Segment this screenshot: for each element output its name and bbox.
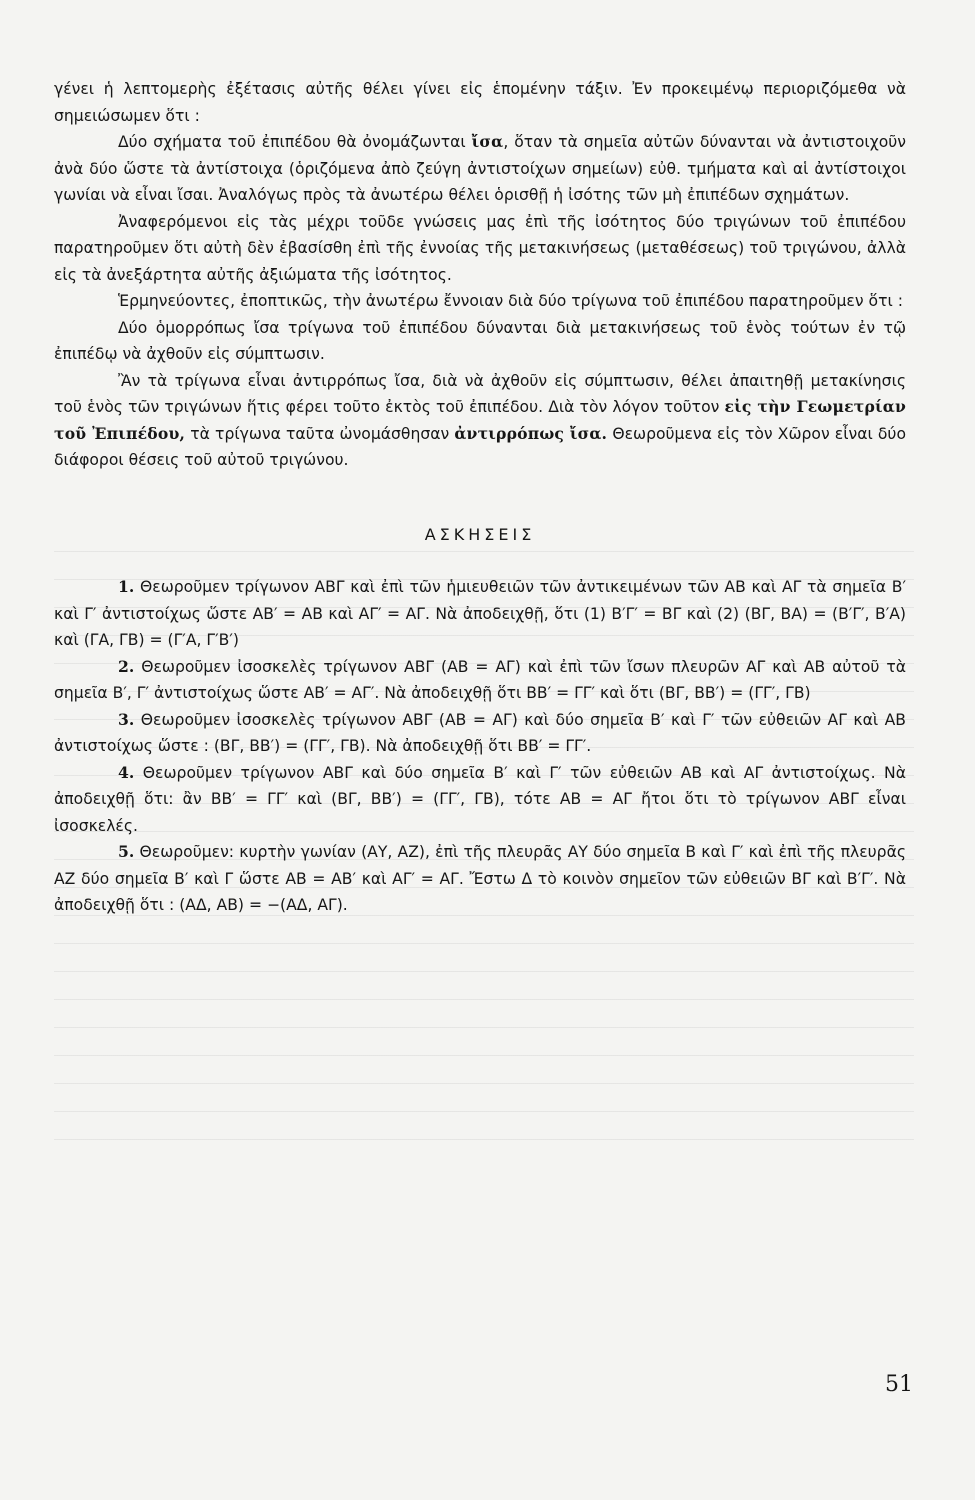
exercise-2 xyxy=(54,654,906,707)
term-isa: ἴσα xyxy=(471,132,504,151)
paragraph-6-mid: τὰ τρίγωνα ταῦτα ὠνομάσθησαν xyxy=(190,424,450,443)
exercise-4 xyxy=(54,760,906,840)
definition-rest: , ὅταν τὰ σημεῖα αὐτῶν δύνανται νὰ ἀντιστοιχοῦν ἀνὰ δύο ὥστε τὰ ἀντίστοιχα (ὁριζόμενα ἀπὸ ζεύγη ἀντιστοίχων σημείων) εὐθ. τμήματα καὶ αἱ ἀντίστοιχοι γωνίαι νὰ εἶναι ἴσαι. Ἀναλόγως πρὸς τὰ ἀνωτέρω θέλει ὁρισθῇ ἡ ἰσότης τῶν μὴ ἐπιπέδων σχημάτων. xyxy=(54,133,906,204)
exercise-5 xyxy=(54,839,906,919)
section-title: ΑΣΚΗΣΕΙΣ xyxy=(424,524,536,544)
exercise-text: Θεωροῦμεν τρίγωνον ΑΒΓ καὶ ἐπὶ τῶν ἡμιευθειῶν τῶν ἀντικειμένων τῶν ΑΒ καὶ ΑΓ τὰ σημεῖα Β′ καὶ Γ′ ἀντιστοίχως ὥστε ΑΒ′ = ΑΒ καὶ ΑΓ′ = ΑΓ. Νὰ ἀποδειχθῇ, ὅτι (1) Β′Γ′ = ΒΓ καὶ (2) (ΒΓ, ΒΑ) = (Β′Γ′, Β′Α) καὶ (ΓΑ, ΓΒ) = (Γ′Α, Γ′Β′) xyxy=(54,578,906,649)
exercise-number: 4. xyxy=(118,762,135,782)
exercise-3 xyxy=(54,707,906,760)
paragraph-1: γένει ἡ λεπτομερὴς ἐξέτασις αὐτῆς θέλει γίνει εἰς ἑπομένην τάξιν. Ἐν προκειμένῳ περιοριζόμεθα νὰ σημειώσωμεν ὅτι : xyxy=(54,80,906,125)
paragraph-3: Ἀναφερόμενοι εἰς τὰς μέχρι τοῦδε γνώσεις μας ἐπὶ τῆς ἰσότητος δύο τριγώνων τοῦ ἐπιπέδου παρατηροῦμεν ὅτι αὐτὴ δὲν ἐβασίσθη ἐπὶ τῆς ἐννοίας τῆς μετακινήσεως (μεταθέσεως) τοῦ τριγώνου, ἀλλὰ εἰς τὰ ἀνεξάρτητα αὐτῆς ἀξιώματα τῆς ἰσότητος. xyxy=(54,212,906,284)
definition-lead: Δύο σχήματα τοῦ ἐπιπέδου θὰ ὀνομάζωνται xyxy=(118,133,466,151)
paragraph-6 xyxy=(54,368,906,474)
paragraph-6-lead: Ἂν τὰ τρίγωνα εἶναι ἀντιρρόπως ἴσα, διὰ νὰ ἀχθοῦν εἰς σύμπτωσιν, θέλει ἀπαιτηθῇ μετακίνησις τοῦ ἑνὸς τῶν τριγώνων ἥτις φέρει τοῦτο ἐκτὸς τοῦ ἐπιπέδου. Διὰ τὸν λόγον τοῦτον xyxy=(54,371,906,416)
paragraph-5: Δύο ὁμορρόπως ἴσα τρίγωνα τοῦ ἐπιπέδου δύνανται διὰ μετακινήσεως τοῦ ἑνὸς τούτων ἐν τῷ ἐπιπέδῳ νὰ ἀχθοῦν εἰς σύμπτωσιν. xyxy=(54,318,906,363)
exercise-number: 5. xyxy=(118,842,135,861)
exercise-text: Θεωροῦμεν: κυρτὴν γωνίαν (ΑΥ, ΑΖ), ἐπὶ τῆς πλευρᾶς ΑΥ δύο σημεῖα Β καὶ Γ′ καὶ ἐπὶ τῆς πλευρᾶς ΑΖ δύο σημεῖα Β′ καὶ Γ ὥστε ΑΒ = ΑΒ′ καὶ ΑΓ′ = ΑΓ. Ἔστω Δ τὸ κοινὸν σημεῖον τῶν εὐθειῶν ΒΓ καὶ Β′Γ′. Νὰ ἀποδειχθῇ ὅτι : (ΑΔ, ΑΒ) = −(ΑΔ, ΑΓ). xyxy=(54,843,907,914)
exercise-text: Θεωροῦμεν ἰσοσκελὲς τρίγωνον ΑΒΓ (ΑΒ = ΑΓ) καὶ ἐπὶ τῶν ἴσων πλευρῶν ΑΓ καὶ ΑΒ αὐτοῦ τὰ σημεῖα Β′, Γ′ ἀντιστοίχως ὥστε ΑΒ′ = ΑΓ′. Νὰ ἀποδειχθῇ ὅτι ΒΒ′ = ΓΓ′ καὶ ὅτι (ΒΓ, ΒΒ′) = (ΓΓ′, ΓΒ) xyxy=(54,657,906,702)
exercise-number: 1. xyxy=(118,577,135,596)
exercise-1 xyxy=(54,574,906,654)
term-antirropos-isa: ἀντιρρόπως ἴσα. xyxy=(454,423,608,443)
body-text xyxy=(54,76,906,919)
paragraph-4: Ἑρμηνεύοντες, ἐποπτικῶς, τὴν ἀνωτέρω ἔννοιαν διὰ δύο τρίγωνα τοῦ ἐπιπέδου παρατηροῦμεν ὅτι : xyxy=(118,292,903,310)
paragraph-6-end: Θεωροῦμενα εἰς τὸν Χῶρον εἶναι δύο διάφοροι θέσεις τοῦ αὐτοῦ τριγώνου. xyxy=(54,424,906,469)
phrase-plane-geometry: εἰς τὴν Γεωμετρίαν τοῦ Ἐπιπέδου, xyxy=(54,397,906,443)
exercise-text: Θεωροῦμεν τρίγωνον ΑΒΓ καὶ δύο σημεῖα Β′ καὶ Γ′ τῶν εὐθειῶν ΑΒ καὶ ΑΓ ἀντιστοίχως. Νὰ ἀποδειχθῇ ὅτι: ἂν ΒΒ′ = ΓΓ′ καὶ (ΒΓ, ΒΒ′) = (ΓΓ′, ΓΒ), τότε ΑΒ = ΑΓ ἤτοι ὅτι τὸ τρίγωνον ΑΒΓ εἶναι ἰσοσκελές. xyxy=(54,763,906,835)
exercise-text: Θεωροῦμεν ἰσοσκελὲς τρίγωνον ΑΒΓ (ΑΒ = ΑΓ) καὶ δύο σημεῖα Β′ καὶ Γ′ τῶν εὐθειῶν ΑΓ καὶ ΑΒ ἀντιστοίχως ὥστε : (ΒΓ, ΒΒ′) = (ΓΓ′, ΓΒ). Νὰ ἀποδειχθῇ ὅτι ΒΒ′ = ΓΓ′. xyxy=(54,710,907,755)
paragraph-2 xyxy=(54,129,906,209)
page-number: 51 xyxy=(885,1372,913,1397)
exercise-number: 3. xyxy=(118,709,135,729)
exercise-number: 2. xyxy=(118,656,135,676)
